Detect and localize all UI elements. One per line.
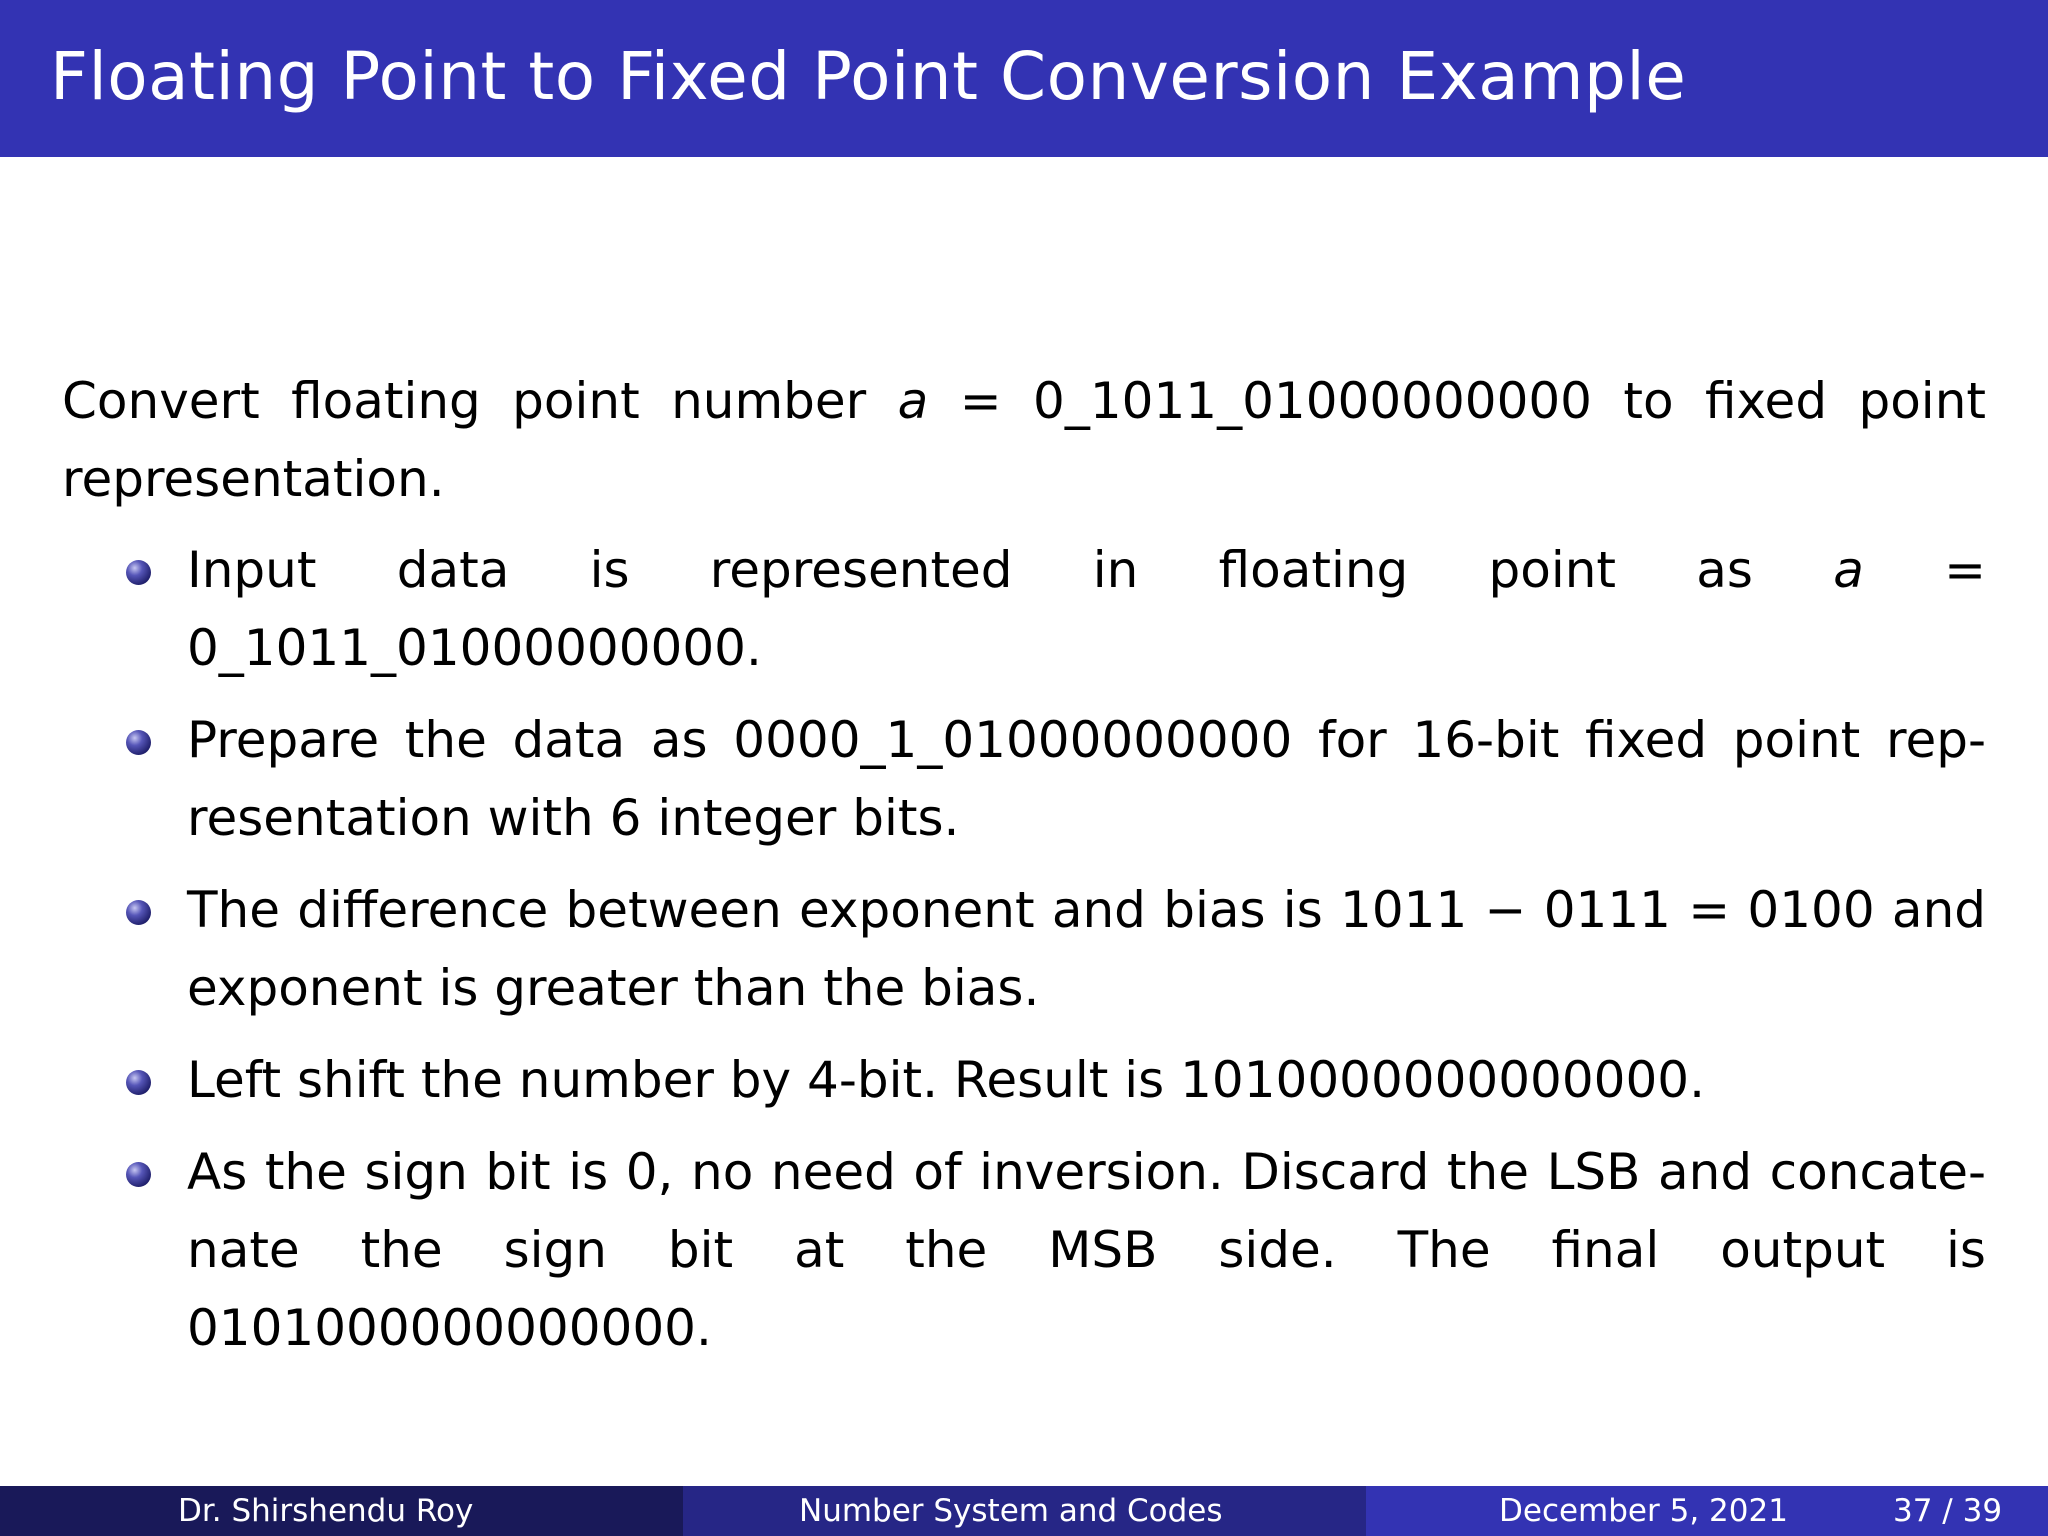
slide-title: Floating Point to Fixed Point Conversion Example: [50, 38, 1687, 115]
bullet-text: The difference between exponent and bias is 1011 − 0111 = 0100 and exponent is greater than the bias.: [187, 881, 1986, 1017]
footer-page-number: 37 / 39: [1893, 1493, 2003, 1529]
bullet-ball-icon: [126, 900, 151, 925]
bullet-item: [62, 871, 1986, 1027]
intro-variable: a: [897, 372, 929, 430]
title-bar: [0, 0, 2048, 157]
bullet-ball-icon: [126, 730, 151, 755]
footer-author: Dr. Shirshendu Roy: [178, 1493, 474, 1529]
bullet-text-end: = 0_1011_01000000000.: [187, 541, 1986, 677]
bullet-item: [62, 531, 1986, 687]
bullet-item: [62, 1133, 1986, 1367]
intro-text-start: Convert floating point number: [62, 372, 898, 430]
footer-date: December 5, 2021: [1499, 1493, 1788, 1529]
footer-course-section: [683, 1486, 1366, 1536]
intro-paragraph: [62, 362, 1986, 518]
bullet-text: As the sign bit is 0, no need of inversion. Discard the LSB and concate-nate the sign bit at the MSB side. The final output is 0101000000000000.: [187, 1143, 1986, 1357]
bullet-ball-icon: [126, 1070, 151, 1095]
bullet-ball-icon: [126, 560, 151, 585]
footer-course: Number System and Codes: [799, 1493, 1223, 1529]
footer-author-section: [0, 1486, 683, 1536]
bullet-text: Prepare the data as 0000_1_01000000000 for 16-bit fixed point rep-resentation with 6 integer bits.: [187, 711, 1986, 847]
slide-content: [62, 362, 1986, 1381]
bullet-text: Left shift the number by 4-bit. Result is 1010000000000000.: [187, 1051, 1705, 1109]
bullet-item: [62, 1041, 1986, 1119]
footer-date-section: [1366, 1486, 2048, 1536]
footer-bar: [0, 1486, 2048, 1536]
bullet-text: Input data is represented in floating point as: [187, 541, 1834, 599]
bullet-variable: a: [1833, 541, 1864, 599]
intro-text-end: = 0_1011_01000000000 to fixed point representation.: [62, 372, 1986, 508]
bullet-item: [62, 701, 1986, 857]
bullet-list: [62, 531, 1986, 1367]
bullet-ball-icon: [126, 1162, 151, 1187]
